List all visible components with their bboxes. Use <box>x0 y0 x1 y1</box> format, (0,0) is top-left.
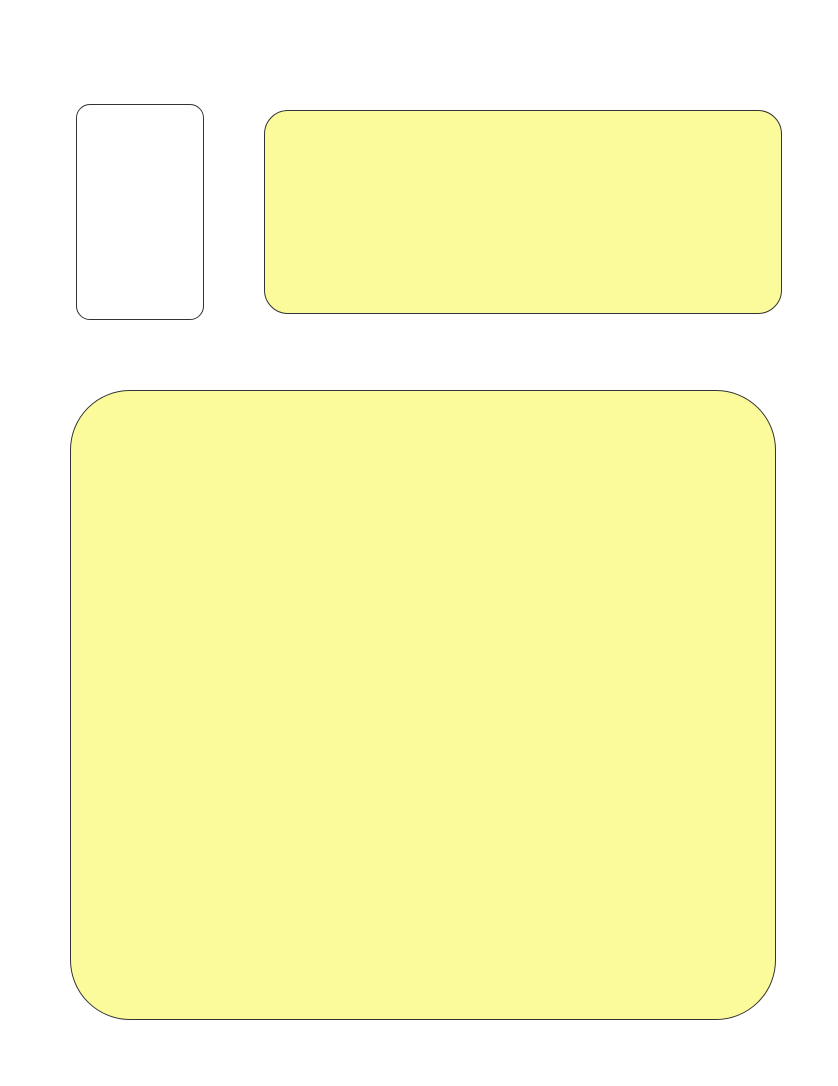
balloon-border-right <box>795 66 819 1038</box>
balloon-border-left <box>38 66 62 1038</box>
sentences-box <box>70 390 776 1020</box>
verbs-box <box>76 104 204 320</box>
balloon-border-bottom <box>40 1042 800 1070</box>
balloon-border-top <box>40 36 800 64</box>
phrases-box <box>264 110 782 314</box>
